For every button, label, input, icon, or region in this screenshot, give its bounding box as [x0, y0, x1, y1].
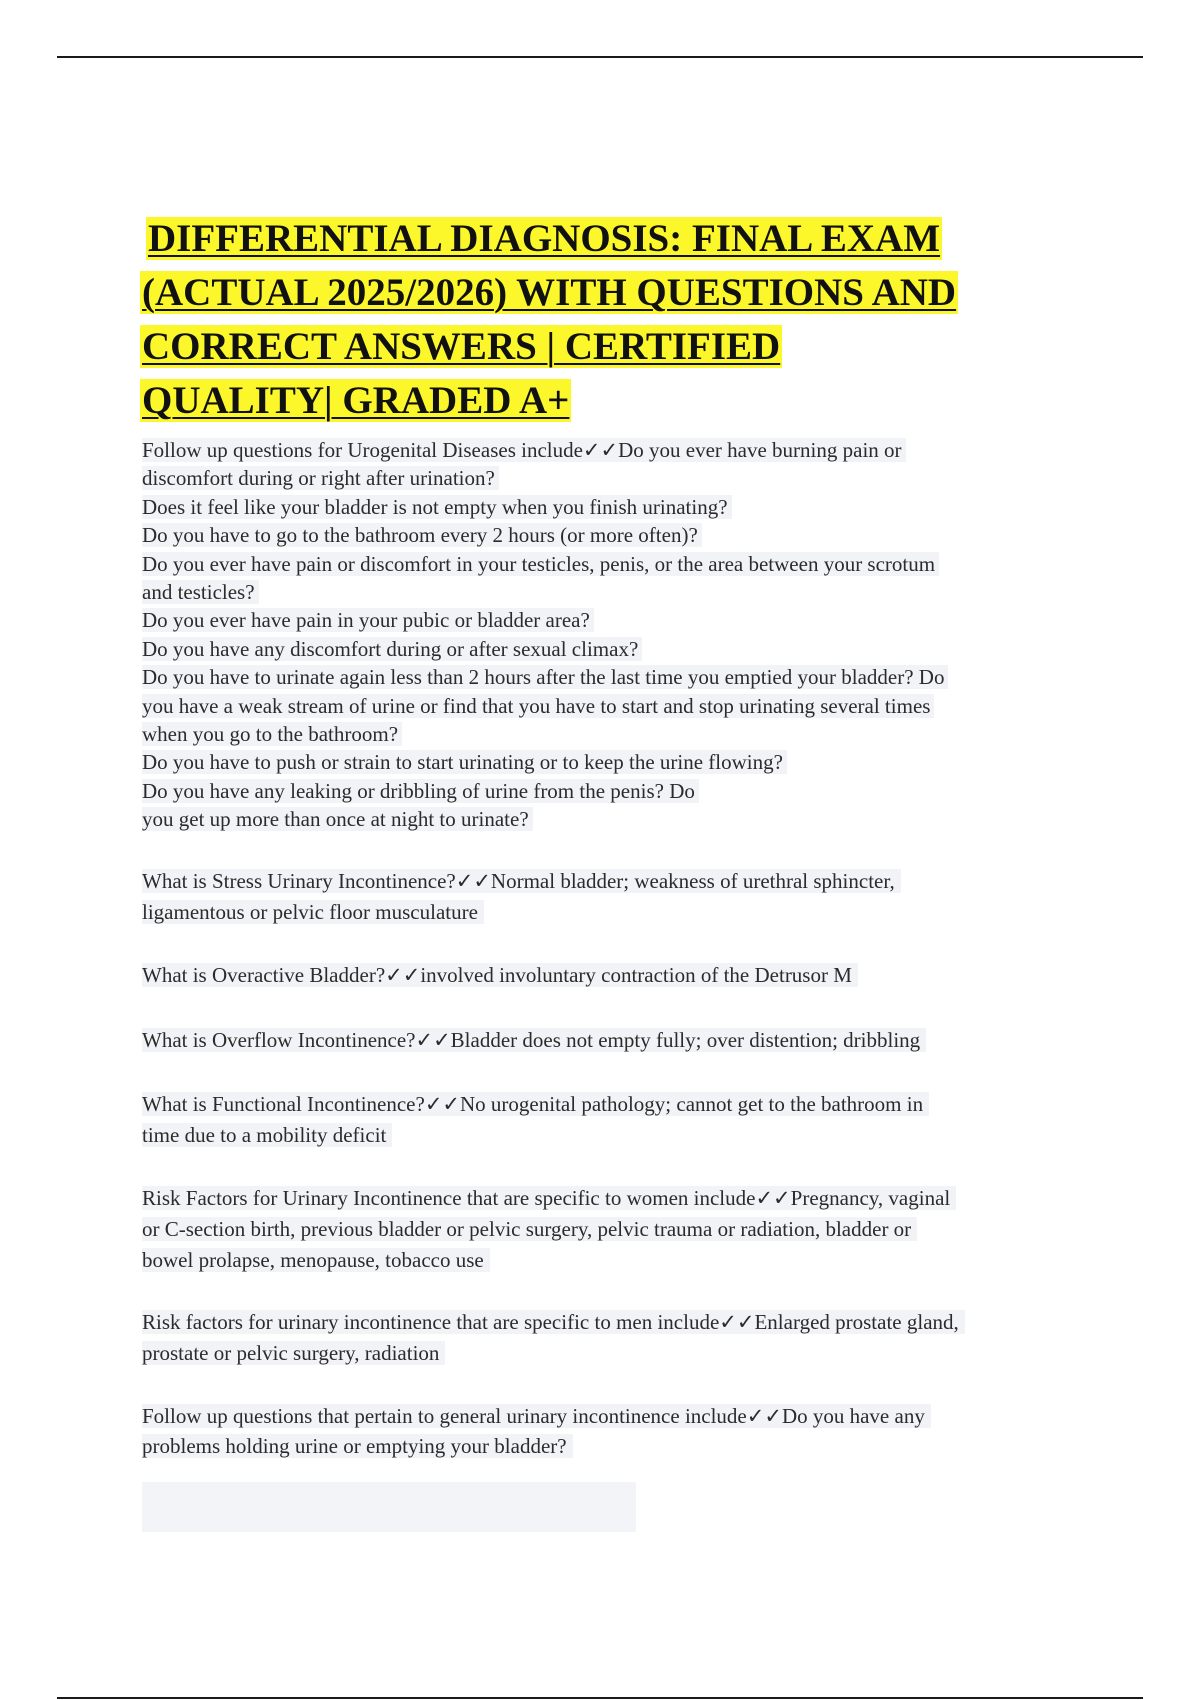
qa-risk-factors-men: [142, 1307, 965, 1369]
text-line: time due to a mobility deficit: [142, 1123, 392, 1147]
text-line: What is Overflow Incontinence?✓✓Bladder does not empty fully; over distention; dribbling: [142, 1028, 926, 1052]
qa-risk-factors-women: [142, 1183, 956, 1276]
text-line: Do you have any leaking or dribbling of urine from the penis? Do: [142, 777, 1062, 805]
qa-overflow-incontinence: [142, 1025, 926, 1056]
document-title: [140, 212, 1080, 428]
text-line: Risk Factors for Urinary Incontinence that are specific to women include✓✓Pregnancy, vaginal: [142, 1186, 956, 1210]
text-line: problems holding urine or emptying your bladder?: [142, 1434, 573, 1458]
text-line: bowel prolapse, menopause, tobacco use: [142, 1248, 490, 1272]
text-line: What is Functional Incontinence?✓✓No urogenital pathology; cannot get to the bathroom in: [142, 1092, 929, 1116]
blank-highlight-area: [142, 1482, 636, 1532]
text-line: when you go to the bathroom?: [142, 720, 1062, 748]
text-line: Do you ever have pain or discomfort in your testicles, penis, or the area between your scrotum: [142, 550, 1062, 578]
text-line: you get up more than once at night to urinate?: [142, 805, 1062, 833]
text-line: Follow up questions for Urogenital Diseases include✓✓Do you ever have burning pain or: [142, 436, 1062, 464]
bottom-rule: [57, 1697, 1143, 1699]
qa-functional-incontinence: [142, 1089, 929, 1151]
intro-section: [142, 436, 1062, 834]
text-line: Do you have to push or strain to start urinating or to keep the urine flowing?: [142, 748, 1062, 776]
title-line: (ACTUAL 2025/2026) WITH QUESTIONS AND: [142, 271, 957, 314]
text-line: Do you have any discomfort during or after sexual climax?: [142, 635, 1062, 663]
qa-stress-incontinence: [142, 866, 901, 928]
text-line: discomfort during or right after urination?: [142, 464, 1062, 492]
text-line: and testicles?: [142, 578, 1062, 606]
title-line: CORRECT ANSWERS | CERTIFIED: [142, 325, 781, 368]
top-rule: [57, 56, 1143, 58]
text-line: you have a weak stream of urine or find that you have to start and stop urinating several times: [142, 692, 1062, 720]
text-line: Risk factors for urinary incontinence that are specific to men include✓✓Enlarged prostate gland,: [142, 1310, 965, 1334]
text-line: Does it feel like your bladder is not empty when you finish urinating?: [142, 493, 1062, 521]
qa-overactive-bladder: [142, 960, 858, 991]
text-line: What is Overactive Bladder?✓✓involved involuntary contraction of the Detrusor M: [142, 963, 858, 987]
text-line: Do you have to urinate again less than 2 hours after the last time you emptied your bladder? Do: [142, 663, 1062, 691]
text-line: or C-section birth, previous bladder or pelvic surgery, pelvic trauma or radiation, bladder or: [142, 1217, 917, 1241]
title-line: DIFFERENTIAL DIAGNOSIS: FINAL EXAM: [148, 217, 941, 260]
text-line: Follow up questions that pertain to general urinary incontinence include✓✓Do you have any: [142, 1404, 931, 1428]
text-line: prostate or pelvic surgery, radiation: [142, 1341, 445, 1365]
urogenital-followup-questions: [142, 436, 1062, 834]
text-line: What is Stress Urinary Incontinence?✓✓Normal bladder; weakness of urethral sphincter,: [142, 869, 901, 893]
qa-general-incontinence-questions: [142, 1401, 931, 1461]
text-line: Do you have to go to the bathroom every 2 hours (or more often)?: [142, 521, 1062, 549]
text-line: ligamentous or pelvic floor musculature: [142, 900, 484, 924]
title-line: QUALITY| GRADED A+: [142, 379, 570, 422]
text-line: Do you ever have pain in your pubic or bladder area?: [142, 606, 1062, 634]
